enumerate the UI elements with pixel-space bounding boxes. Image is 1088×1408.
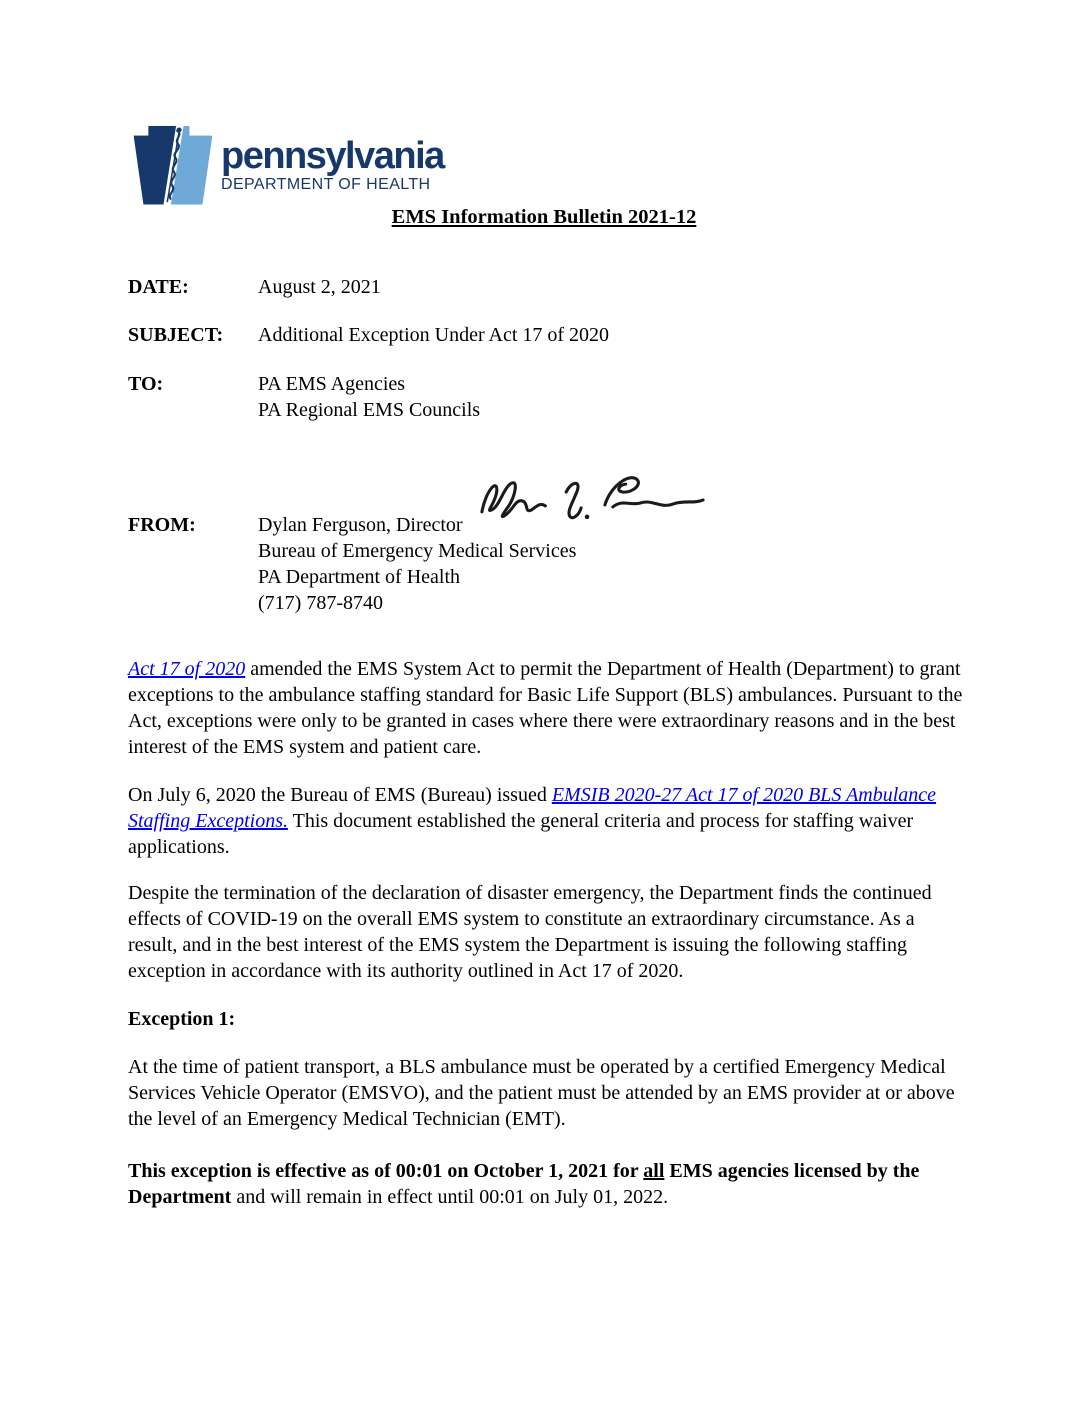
paragraph-text: amended the EMS System Act to permit the Department of Health (Department) to grant exceptions to the ambulance staffing standard for Basic Life Support (BLS) ambulances. Pursuant to the Act, exceptions were only to be granted in cases where there were extraordinary reasons and in the best interest of the EMS system and patient care. <box>128 658 963 758</box>
from-value <box>258 512 576 616</box>
paragraph-text: and will remain in effect until 00:01 on July 01, 2022. <box>231 1186 669 1208</box>
subject-value: Additional Exception Under Act 17 of 2020 <box>258 324 610 346</box>
to-label: TO: <box>128 373 164 395</box>
from-line: (717) 787-8740 <box>258 592 383 614</box>
paragraph-act17 <box>128 656 968 760</box>
paragraph-text: This document established the general criteria and process for staffing waiver applications. <box>128 810 914 858</box>
from-line: Bureau of Emergency Medical Services <box>258 540 577 562</box>
to-value <box>258 371 480 423</box>
date-label: DATE: <box>128 276 189 298</box>
act-17-of-2020-link[interactable]: Act 17 of 2020 <box>128 658 246 680</box>
keystone-caduceus-icon <box>131 125 215 207</box>
meta-row-to <box>128 371 968 423</box>
paragraph-covid-finding: Despite the termination of the declaration of disaster emergency, the Department finds the continued effects of COVID-19 on the overall EMS system to constitute an extraordinary circumstance. As a result, and in the best interest of the EMS system the Department is issuing the following staffing exception in accordance with its authority outlined in Act 17 of 2020. <box>128 882 932 982</box>
from-line: Dylan Ferguson, Director <box>258 514 463 536</box>
to-line: PA Regional EMS Councils <box>258 399 481 421</box>
logo-department-text: DEPARTMENT OF HEALTH <box>221 176 431 193</box>
paragraph-emsib <box>128 782 968 860</box>
logo-text-block <box>221 125 444 194</box>
exception-1-heading: Exception 1: <box>128 1008 236 1030</box>
from-line: PA Department of Health <box>258 566 461 588</box>
bulletin-title: EMS Information Bulletin 2021-12 <box>391 206 697 228</box>
meta-row-from <box>128 512 968 616</box>
meta-row-subject <box>128 322 968 348</box>
subject-label: SUBJECT: <box>128 324 224 346</box>
pa-doh-logo <box>131 125 444 207</box>
date-value: August 2, 2021 <box>258 276 381 298</box>
logo-brand-text: pennsylvania <box>221 135 444 177</box>
emsib-2020-27-link[interactable]: EMSIB 2020-27 Act 17 of 2020 BLS Ambulance Staffing Exceptions. <box>128 784 937 832</box>
effective-bold-text: This exception is effective as of 00:01 on October 1, 2021 for <box>128 1160 644 1182</box>
from-label: FROM: <box>128 514 196 536</box>
all-underlined-text: all <box>643 1160 665 1182</box>
effective-bold-text: EMS agencies licensed by the Department <box>128 1160 920 1208</box>
paragraph-effective-date <box>128 1158 968 1210</box>
paragraph-exception-detail: At the time of patient transport, a BLS ambulance must be operated by a certified Emergency Medical Services Vehicle Operator (EMSVO), and the patient must be attended by an EMS provider at or above the level of an Emergency Medical Technician (EMT). <box>128 1056 955 1130</box>
to-line: PA EMS Agencies <box>258 373 406 395</box>
meta-row-date <box>128 274 968 300</box>
paragraph-text: On July 6, 2020 the Bureau of EMS (Bureau) issued <box>128 784 552 806</box>
